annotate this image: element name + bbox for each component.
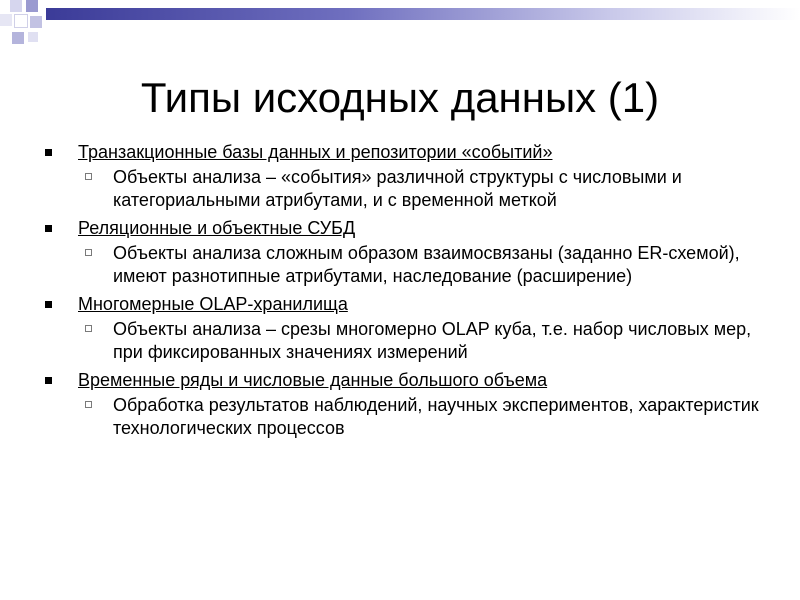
bullet-level2 bbox=[38, 394, 768, 440]
header-decoration bbox=[0, 0, 800, 48]
item-description: Объекты анализа – срезы многомерно OLAP куба, т.е. набор числовых мер, при фиксированных значениях измерений bbox=[113, 319, 752, 362]
hollow-square-bullet-icon bbox=[85, 249, 92, 256]
item-heading: Временные ряды и числовые данные большого объема bbox=[78, 370, 548, 390]
header-gradient-bar bbox=[46, 8, 800, 20]
square-bullet-icon bbox=[45, 225, 52, 232]
item-description: Объекты анализа – «события» различной структуры с числовыми и категориальными атрибутами, и с временной меткой bbox=[113, 167, 682, 210]
square-bullet-icon bbox=[45, 149, 52, 156]
deco-square bbox=[28, 32, 38, 42]
bullet-level2 bbox=[38, 318, 768, 364]
deco-square bbox=[12, 32, 24, 44]
deco-square bbox=[26, 0, 38, 12]
item-heading: Многомерные OLAP-хранилища bbox=[78, 294, 348, 314]
item-description: Объекты анализа сложным образом взаимосвязаны (заданно ER-схемой), имеют разнотипные атрибутами, наследование (расширение) bbox=[113, 243, 740, 286]
deco-square bbox=[14, 14, 28, 28]
bullet-level2 bbox=[38, 166, 768, 212]
list-item bbox=[38, 140, 768, 212]
bullet-level1 bbox=[38, 216, 768, 240]
item-heading: Реляционные и объектные СУБД bbox=[78, 218, 356, 238]
deco-square bbox=[30, 16, 42, 28]
deco-square bbox=[0, 14, 12, 26]
deco-square bbox=[10, 0, 22, 12]
hollow-square-bullet-icon bbox=[85, 325, 92, 332]
bullet-list bbox=[38, 140, 768, 444]
item-description: Обработка результатов наблюдений, научных экспериментов, характеристик технологических процессов bbox=[113, 395, 759, 438]
hollow-square-bullet-icon bbox=[85, 401, 92, 408]
bullet-level2 bbox=[38, 242, 768, 288]
list-item bbox=[38, 368, 768, 440]
hollow-square-bullet-icon bbox=[85, 173, 92, 180]
bullet-level1 bbox=[38, 140, 768, 164]
square-bullet-icon bbox=[45, 377, 52, 384]
list-item bbox=[38, 216, 768, 288]
page-title: Типы исходных данных (1) bbox=[140, 74, 660, 121]
list-item bbox=[38, 292, 768, 364]
bullet-level1 bbox=[38, 368, 768, 392]
item-heading: Транзакционные базы данных и репозитории «событий» bbox=[78, 142, 553, 162]
square-bullet-icon bbox=[45, 301, 52, 308]
bullet-level1 bbox=[38, 292, 768, 316]
